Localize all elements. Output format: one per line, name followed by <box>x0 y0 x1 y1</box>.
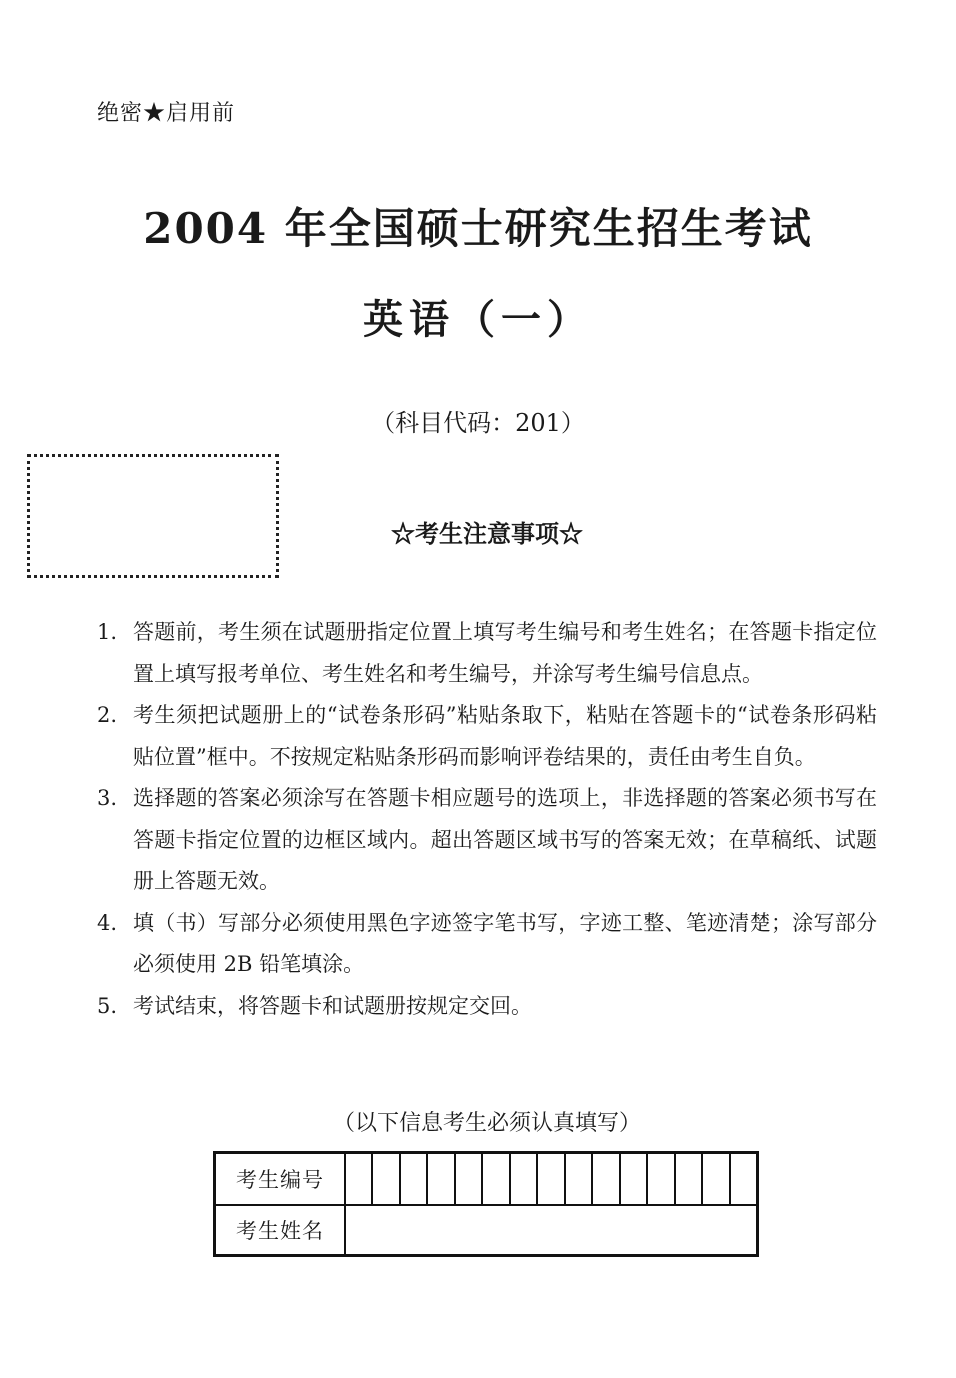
candidate-number-digit-cell[interactable] <box>621 1154 648 1204</box>
candidate-number-digit-cell[interactable] <box>373 1154 400 1204</box>
notice-item <box>97 612 877 695</box>
notice-number: 4. <box>97 910 118 935</box>
notice-number: 3. <box>97 786 118 810</box>
notice-item <box>97 986 877 1028</box>
notice-text: 答题前，考生须在试题册指定位置上填写考生编号和考生姓名；在答题卡指定位置上填写报考单位、考生姓名和考生编号，并涂写考生编号信息点。 <box>133 620 877 686</box>
candidate-number-digit-cell[interactable] <box>401 1154 428 1204</box>
notice-text: 考试结束，将答题卡和试题册按规定交回。 <box>133 993 532 1018</box>
candidate-name-field[interactable] <box>346 1206 756 1254</box>
notice-number: 2. <box>97 703 118 727</box>
notice-item <box>97 778 877 903</box>
candidate-number-digit-cell[interactable] <box>346 1154 373 1204</box>
candidate-number-digit-cell[interactable] <box>648 1154 675 1204</box>
candidate-number-label: 考生编号 <box>216 1154 346 1204</box>
notice-item <box>97 903 877 986</box>
candidate-number-digit-cell[interactable] <box>456 1154 483 1204</box>
candidate-number-digit-cell[interactable] <box>483 1154 510 1204</box>
confidential-marking: 绝密★启用前 <box>97 101 236 126</box>
notice-number: 1. <box>97 620 118 644</box>
notice-heading: ☆考生注意事项☆ <box>391 519 583 548</box>
candidate-number-digit-cell[interactable] <box>566 1154 593 1204</box>
candidate-number-digit-cell[interactable] <box>676 1154 703 1204</box>
candidate-number-row <box>216 1154 756 1204</box>
notice-item <box>97 695 877 778</box>
candidate-number-digit-cell[interactable] <box>593 1154 620 1204</box>
notice-number: 5. <box>97 993 118 1018</box>
candidate-number-digit-cell[interactable] <box>511 1154 538 1204</box>
subject-code: （科目代码：201） <box>371 409 585 437</box>
candidate-name-label: 考生姓名 <box>216 1206 346 1254</box>
notice-text: 考生须把试题册上的“试卷条形码”粘贴条取下，粘贴在答题卡的“试卷条形码粘贴位置”框中。不按规定粘贴条形码而影响评卷结果的，责任由考生自负。 <box>133 703 877 769</box>
candidate-number-digit-cell[interactable] <box>731 1154 756 1204</box>
candidate-number-digit-cell[interactable] <box>538 1154 565 1204</box>
exam-title: 2004 年全国硕士研究生招生考试 <box>143 204 813 253</box>
notice-text: 填（书）写部分必须使用黑色字迹签字笔书写，字迹工整、笔迹清楚；涂写部分必须使用 2B 铅笔填涂。 <box>133 910 877 976</box>
notice-list <box>97 612 877 1027</box>
candidate-name-row <box>216 1204 756 1254</box>
exam-subtitle: 英语（一） <box>363 296 593 343</box>
candidate-number-digit-cell[interactable] <box>428 1154 455 1204</box>
notice-text: 选择题的答案必须涂写在答题卡相应题号的选项上，非选择题的答案必须书写在答题卡指定位置的边框区域内。超出答题区域书写的答案无效；在草稿纸、试题册上答题无效。 <box>133 786 877 893</box>
fill-instruction: （以下信息考生必须认真填写） <box>332 1111 641 1136</box>
candidate-number-cells <box>346 1154 756 1204</box>
candidate-info-table <box>213 1151 759 1257</box>
candidate-number-digit-cell[interactable] <box>703 1154 730 1204</box>
